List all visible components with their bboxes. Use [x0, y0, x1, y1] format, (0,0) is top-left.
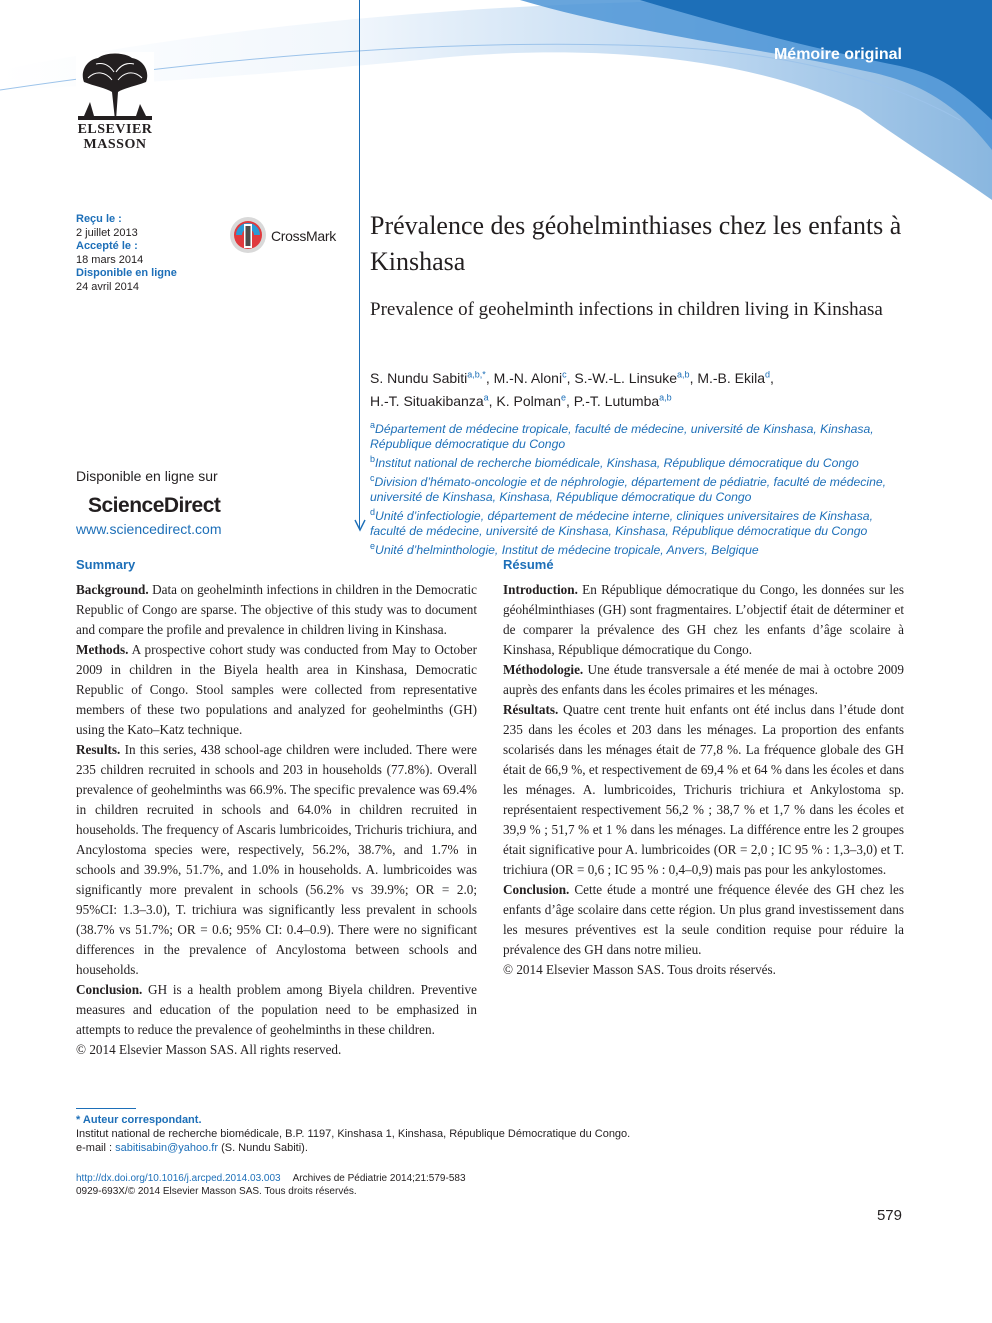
author: S.-W.-L. Linsuke$^{a,b}$,	[574, 369, 698, 386]
sciencedirect-logo: ScienceDirect	[88, 494, 221, 517]
author: S. Nundu Sabiti$^{a,b,*}$,	[370, 369, 494, 386]
article-meta	[76, 1172, 676, 1198]
summary-conclusion: Conclusion. GH is a health problem among Biyela children. Preventive measures and education of the population need to be emphasized in attempts to reduce the prevalence of geohelminths in these children.	[76, 982, 477, 1037]
author-list	[370, 364, 910, 411]
resume-heading: Résumé	[503, 557, 554, 572]
accepted-label: Accepté le :	[76, 240, 138, 252]
author: M.-N. Aloni$^c$,	[493, 369, 575, 386]
footnote-rule	[76, 1108, 136, 1109]
resume-introduction: Introduction. En République démocratique du Congo, les données sur les géohélminthiases (GH) sont fragmentaires. L’objectif était de déterminer et de comparer la prévalence des GH chez les enfants d’âge scolaire à Kinshasa, République démocratique du Congo.	[503, 582, 904, 657]
author: M.-B. Ekila$^d$,	[697, 369, 774, 386]
resume-column	[503, 557, 904, 980]
footnote-email-line: e-mail : sabitisabin@yahoo.fr (S. Nundu Sabiti).	[76, 1142, 308, 1154]
elsevier-logo	[76, 52, 154, 152]
journal-citation: Archives de Pédiatrie 2014;21:579-583	[292, 1173, 466, 1184]
vertical-divider	[359, 0, 360, 530]
crossmark-badge[interactable]	[228, 216, 340, 254]
crossmark-label: CrossMark	[271, 228, 336, 244]
elsevier-tree-icon	[76, 52, 154, 122]
publisher-line2: MASSON	[83, 137, 147, 152]
summary-copyright: © 2014 Elsevier Masson SAS. All rights reserved.	[76, 1042, 342, 1057]
footnote-address: Institut national de recherche biomédicale, B.P. 1197, Kinshasa 1, Kinshasa, République Démocratique du Congo.	[76, 1128, 631, 1140]
received-date: 2 juillet 2013	[76, 226, 138, 239]
affiliation: $^e$Unité d’helminthologie, Institut de médecine tropicale, Anvers, Belgique	[370, 541, 759, 558]
resume-methodologie: Méthodologie. Une étude transversale a été menée de mai à octobre 2009 auprès des enfants dans les écoles primaires et les ménages.	[503, 662, 904, 697]
summary-column	[76, 557, 477, 1060]
author: K. Polman$^e$,	[496, 392, 574, 410]
doi-link[interactable]: http://dx.doi.org/10.1016/j.arcped.2014.03.003	[76, 1173, 281, 1184]
arrow-down-icon	[354, 518, 366, 532]
publisher-line1: ELSEVIER	[77, 122, 153, 137]
resume-copyright: © 2014 Elsevier Masson SAS. Tous droits réservés.	[503, 962, 776, 977]
resume-resultats: Résultats. Quatre cent trente huit enfants ont été inclus dans l’étude dont 235 dans les écoles et 203 dans les ménages. La proportion des enfants scolarisés dans les ménages était de 77,8 %. La fréquence globale des GH était de 66,9 %, et respectivement de 69,4 % et 64 % dans les écoles et dans les ménages. A. lumbricoides, Trichuris trichiura et Ankylostoma sp. représentaient respectivement 56,2 % ; 38,7 % et 1,7 % dans les écoles et 39,9 % ; 51,7 % et 1 % dans les ménages. La différence entre les 2 groupes était significative pour A. lumbricoides (OR = 2,0 ; IC 95 % : 1,3–3,0) et T. trichiura (OR = 0,6 ; IC 95 % : 0,4–0,9) mais pas pour les ankylostomes.	[503, 702, 904, 877]
author: H.-T. Situakibanza$^a$,	[370, 392, 497, 410]
accepted-date: 18 mars 2014	[76, 253, 144, 266]
summary-methods: Methods. A prospective cohort study was conducted from May to October 2009 in children in the Biyela health area in Kinshasa, Democratic Republic of Congo. Stool samples were collected from representative members of these two populations and analyzed for geohelminths (GH) using the Kato–Katz technique.	[76, 642, 477, 737]
footnote-label: * Auteur correspondant.	[76, 1114, 202, 1126]
email-link[interactable]: sabitisabin@yahoo.fr	[115, 1142, 219, 1154]
online-date-label: Disponible en ligne	[76, 267, 177, 279]
corresponding-author-footnote	[76, 1113, 776, 1155]
article-title-fr: Prévalence des géohelminthiases chez les enfants à Kinshasa	[370, 211, 902, 276]
section-label: Mémoire original	[773, 46, 902, 63]
online-availability-label: Disponible en ligne sur	[76, 468, 218, 484]
affiliation: $^c$Division d’hémato-oncologie et de néphrologie, département de pédiatrie, faculté de médecine, université de Kinshasa, Kinshasa, République démocratique du Congo	[370, 473, 887, 505]
affiliation-list	[370, 418, 910, 558]
affiliation: $^b$Institut national de recherche biomédicale, Kinshasa, République démocratique du Congo	[370, 454, 859, 471]
summary-heading: Summary	[76, 557, 136, 572]
crossmark-icon	[228, 216, 268, 254]
summary-background: Background. Data on geohelminth infections in children in the Democratic Republic of Congo are sparse. The objective of this study was to document and compare the profile and prevalence in children living in Kinshasa.	[76, 582, 477, 637]
sciencedirect-link[interactable]: www.sciencedirect.com	[76, 521, 222, 537]
resume-conclusion: Conclusion. Cette étude a montré une fréquence élevée des GH chez les enfants d’âge scolaire dans cette région. Un plus grand investissement dans les mesures préventives est la seule condition requise pour réduire la prévalence des GH dans notre milieu.	[503, 882, 904, 957]
affiliation: $^a$Département de médecine tropicale, faculté de médecine, université de Kinshasa, Kinshasa, République démocratique du Congo	[370, 420, 874, 452]
author: P.-T. Lutumba$^{a,b}$	[573, 392, 672, 410]
article-dates	[76, 213, 206, 294]
affiliation: $^d$Unité d’infectiologie, département de médecine interne, cliniques universitaires de Kinshasa, faculté de médecine, université de Kinshasa, Kinshasa, République démocratique du Congo	[370, 507, 873, 539]
article-title-en: Prevalence of geohelminth infections in children living in Kinshasa	[370, 299, 883, 320]
summary-results: Results. In this series, 438 school-age children were included. There were 235 children recruited in schools and 203 in households (77.8%). Overall prevalence of geohelminths was 66.9%. The specific prevalence was 69.4% in children recruited in schools and 64.0% in children recruited in households. The frequency of Ascaris lumbricoides, Trichuris trichiura, and Ancylostoma species were, respectively, 56.2%, 38.7%, and 1.7% in schools and 39.9%, 51.7%, and 1.0% in households. A. lumbricoides was significantly more prevalent in schools (56.2% vs 39.9%; OR = 2.0; 95%CI: 1.3–3.0), T. trichiura was significantly less prevalent in schools (38.7% vs 51.7%; OR = 0.6; 95% CI: 0.4–0.9). There were no significant differences in the prevalence of Ancylostoma between schools and households.	[76, 742, 477, 977]
page-number: 579	[876, 1207, 902, 1224]
issn-line: 0929-693X/© 2014 Elsevier Masson SAS. Tous droits réservés.	[76, 1186, 357, 1197]
online-date: 24 avril 2014	[76, 280, 139, 293]
received-label: Reçu le :	[76, 213, 122, 225]
